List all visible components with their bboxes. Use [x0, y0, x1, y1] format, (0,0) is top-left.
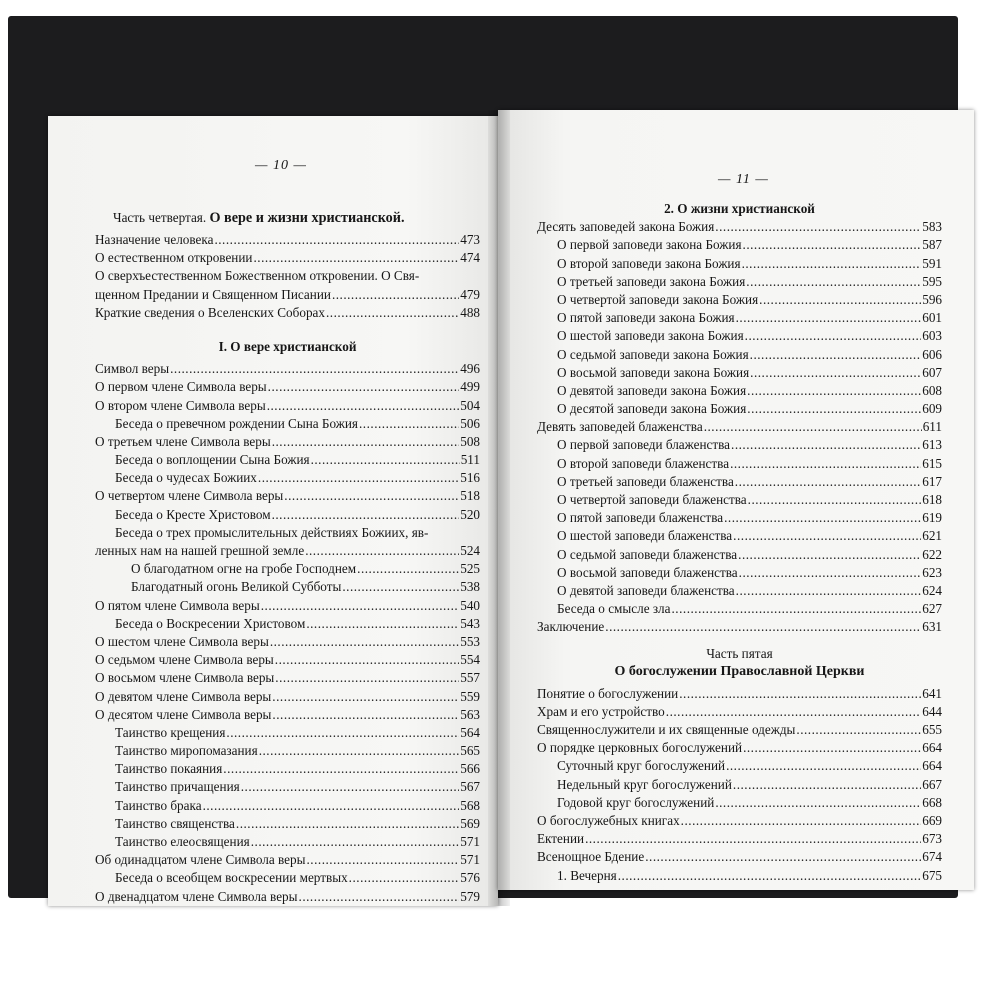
- toc-entry: [537, 400, 942, 418]
- part-heading: Часть четвертая. О вере и жизни христианской.: [113, 210, 405, 226]
- toc-entry-title: О девятой заповеди закона Божия: [557, 382, 747, 398]
- toc-entry-page: 595: [922, 273, 942, 289]
- toc-entry-title: О пятой заповеди блаженства: [557, 510, 724, 526]
- toc-entry-page: 619: [922, 510, 942, 526]
- toc-entry-page: 673: [922, 831, 942, 847]
- toc-entry: [95, 415, 480, 433]
- toc-entry-title: О четвертой заповеди закона Божия: [557, 291, 759, 307]
- toc-entry-page: 675: [922, 867, 942, 883]
- toc-entry-title: О шестом члене Символа веры: [95, 633, 269, 649]
- toc-entry-page: 499: [460, 379, 480, 395]
- toc-leader-dots: [730, 455, 921, 473]
- toc-entry: [537, 546, 942, 564]
- toc-entry-page: 569: [460, 815, 480, 831]
- toc-leader-dots: [299, 888, 460, 906]
- toc-entry-page: 669: [922, 813, 942, 828]
- toc-leader-dots: [796, 721, 921, 739]
- toc-entry-page: 557: [460, 670, 480, 686]
- toc-entry-title: О третьей заповеди закона Божия: [557, 273, 746, 289]
- toc-entry-page: 644: [922, 703, 942, 719]
- toc-entry-page: 538: [460, 579, 480, 595]
- toc-entry: [95, 378, 480, 396]
- toc-leader-dots: [704, 418, 922, 436]
- toc-entry-title: Беседа о чудесах Божиих: [115, 470, 257, 486]
- toc-entry: [95, 724, 480, 742]
- toc-entry-page: 668: [922, 794, 942, 810]
- toc-entry: [537, 436, 942, 454]
- toc-entry-page: 622: [922, 546, 942, 562]
- toc-entry-title: Назначение человека: [95, 232, 214, 247]
- toc-entry-line: Беседа о трех промыслительных действиях Божиих, яв-: [115, 524, 429, 540]
- toc-entry-title: О девятом члене Символа веры: [95, 688, 272, 704]
- toc-entry: [95, 433, 480, 451]
- toc-entry-page: 596: [922, 291, 942, 307]
- toc-entry-title: Десять заповедей закона Божия: [537, 219, 715, 235]
- toc-entry: [537, 236, 942, 254]
- toc-entry-line: О сверхъестественном Божественном откровении. О Свя-: [95, 268, 420, 284]
- toc-entry: [537, 364, 942, 382]
- toc-entry-page: 579: [460, 888, 480, 904]
- toc-leader-dots: [259, 742, 460, 760]
- toc-entry: [95, 815, 480, 833]
- toc-leader-dots: [214, 231, 459, 249]
- toc-leader-dots: [272, 706, 459, 724]
- toc-leader-dots: [236, 815, 459, 833]
- toc-entry-page: 508: [460, 433, 480, 449]
- toc-entry-page: 664: [922, 740, 942, 756]
- toc-entry: [95, 397, 480, 415]
- toc-leader-dots: [359, 415, 459, 433]
- book-spine-shadow: [488, 110, 510, 906]
- toc-entry: [95, 851, 480, 869]
- toc-entry-page: 641: [922, 685, 942, 701]
- toc-entry-page: 568: [460, 797, 480, 813]
- toc-entry: [537, 703, 942, 721]
- intro-entries: [95, 231, 480, 322]
- toc-entry: [95, 669, 480, 687]
- toc-entry-title: Об одинадцатом члене Символа веры: [95, 852, 306, 868]
- toc-leader-dots: [738, 546, 921, 564]
- toc-entry: [537, 509, 942, 527]
- toc-entry-page: 615: [922, 455, 942, 471]
- toc-entry-page: 518: [460, 488, 480, 504]
- toc-entries: [95, 360, 480, 906]
- toc-leader-dots: [357, 560, 459, 578]
- toc-entry: [537, 346, 942, 364]
- toc-entry-page: 565: [460, 743, 480, 759]
- toc-entry-page: 607: [922, 364, 942, 380]
- toc-entry-page: 567: [460, 779, 480, 795]
- toc-leader-dots: [747, 382, 921, 400]
- toc-leader-dots: [715, 218, 921, 236]
- toc-entry: [537, 527, 942, 545]
- toc-leader-dots: [253, 249, 459, 267]
- toc-entry: [537, 582, 942, 600]
- toc-entry: [537, 757, 942, 775]
- toc-entry-page: 543: [460, 615, 480, 631]
- toc-leader-dots: [342, 578, 459, 596]
- toc-entry-title: Таинство причащения: [115, 779, 240, 795]
- toc-leader-dots: [307, 851, 460, 869]
- toc-entry: [95, 615, 480, 633]
- toc-entry-page: 473: [460, 232, 480, 247]
- toc-entry-page: 474: [460, 250, 480, 266]
- toc-entry-title: Беседа о воплощении Сына Божия: [115, 452, 310, 468]
- toc-entry: [537, 867, 942, 885]
- toc-entry: [95, 833, 480, 851]
- toc-entry: [537, 812, 942, 830]
- toc-entry-page: 624: [922, 582, 942, 598]
- toc-leader-dots: [743, 739, 921, 757]
- toc-entry-page: 606: [922, 346, 942, 362]
- toc-leader-dots: [275, 651, 459, 669]
- toc-entry-title: О шестой заповеди блаженства: [557, 528, 733, 544]
- toc-leader-dots: [261, 597, 459, 615]
- toc-leader-dots: [267, 397, 460, 415]
- toc-entry-page: 608: [922, 382, 942, 398]
- toc-entry: [95, 797, 480, 815]
- toc-entry-page: 496: [460, 361, 480, 377]
- toc-entry-page: 655: [922, 722, 942, 738]
- toc-leader-dots: [605, 618, 921, 636]
- toc-entry-title: О пятой заповеди закона Божия: [557, 310, 735, 326]
- toc-entry-title: Суточный круг богослужений: [557, 758, 726, 774]
- toc-entry-page: 488: [460, 304, 480, 320]
- part-label: Часть пятая: [706, 645, 773, 661]
- toc-leader-dots: [326, 304, 459, 322]
- left-page-number: — 10 —: [255, 158, 307, 173]
- toc-entry: [537, 291, 942, 309]
- toc-entry-title: О восьмой заповеди блаженства: [557, 564, 738, 580]
- toc-entry: [95, 651, 480, 669]
- toc-entry-title: О первом члене Символа веры: [95, 379, 267, 395]
- toc-entry: [95, 688, 480, 706]
- toc-leader-dots: [223, 760, 459, 778]
- toc-entry-page: 566: [460, 761, 480, 777]
- toc-leader-dots: [743, 236, 922, 254]
- toc-entry: [95, 451, 480, 469]
- toc-leader-dots: [258, 469, 459, 487]
- toc-entry-title: Таинство крещения: [115, 724, 226, 740]
- toc-entry-title: щенном Предании и Священном Писании: [95, 286, 331, 302]
- toc-entry-title: О благодатном огне на гробе Господнем: [131, 561, 357, 577]
- toc-entry-page: 583: [922, 219, 942, 235]
- toc-entry: [95, 888, 480, 906]
- toc-entry-title: Недельный круг богослужений: [557, 776, 732, 792]
- section-title: I. О вере христианской: [218, 338, 357, 354]
- toc-leader-dots: [203, 797, 460, 815]
- toc-entry: [537, 382, 942, 400]
- toc-entry-title: О первой заповеди блаженства: [557, 437, 731, 453]
- toc-entry-title: Беседа о всеобщем воскресении мертвых: [115, 870, 348, 886]
- toc-entry-title: О восьмой заповеди закона Божия: [557, 364, 750, 380]
- toc-leader-dots: [666, 703, 921, 721]
- toc-entry-page: 631: [922, 619, 942, 635]
- toc-entry-page: 664: [922, 758, 942, 774]
- toc-entry-title: О четвертой заповеди блаженства: [557, 492, 747, 507]
- toc-entry: [537, 455, 942, 473]
- toc-entry: [537, 618, 942, 636]
- toc-entry-title: О десятом члене Символа веры: [95, 706, 272, 722]
- toc-entry: [537, 418, 942, 436]
- toc-entry-title: О второй заповеди закона Божия: [557, 255, 741, 271]
- toc-entry-title: Таинство священства: [115, 815, 235, 831]
- toc-entry-page: 553: [460, 633, 480, 649]
- toc-leader-dots: [759, 291, 921, 309]
- toc-entries: [537, 218, 942, 636]
- toc-leader-dots: [736, 309, 922, 327]
- toc-entry: [537, 255, 942, 273]
- toc-entry-page: 504: [460, 397, 480, 413]
- toc-entry-page: 613: [922, 437, 942, 453]
- toc-entry: [537, 309, 942, 327]
- toc-entry-page: 525: [460, 561, 480, 577]
- toc-leader-dots: [272, 433, 460, 451]
- toc-entry-page: 520: [460, 506, 480, 522]
- toc-entry-title: О четвертом члене Символа веры: [95, 488, 284, 504]
- toc-leader-dots: [349, 869, 460, 887]
- toc-entry-page: 674: [922, 849, 942, 865]
- toc-leader-dots: [726, 757, 921, 775]
- toc-leader-dots: [715, 794, 921, 812]
- toc-entry-page: 601: [922, 310, 942, 326]
- toc-entry-title: О третьей заповеди блаженства: [557, 473, 734, 489]
- toc-entry-title: О двенадцатом члене Символа веры: [95, 888, 298, 904]
- toc-entry: [95, 742, 480, 760]
- toc-entry-page: 540: [460, 597, 480, 613]
- toc-entry-page: 516: [460, 470, 480, 486]
- toc-entry: [95, 231, 480, 249]
- toc-entry: [537, 776, 942, 794]
- toc-entry-title: Заключение: [537, 619, 605, 635]
- toc-entry: [537, 794, 942, 812]
- toc-entry-page: 506: [460, 415, 480, 431]
- toc-leader-dots: [739, 564, 922, 582]
- toc-entry-page: 618: [922, 492, 942, 507]
- toc-leader-dots: [268, 378, 460, 396]
- toc-leader-dots: [750, 346, 922, 364]
- toc-entry-title: О девятой заповеди блаженства: [557, 582, 735, 598]
- toc-entry-page: 611: [922, 419, 942, 435]
- toc-entry: [537, 327, 942, 345]
- toc-entry-title: О порядке церковных богослужений: [537, 740, 743, 756]
- toc-leader-dots: [747, 400, 921, 418]
- toc-entry: [95, 360, 480, 378]
- toc-entry: [95, 760, 480, 778]
- toc-entry: [537, 685, 942, 703]
- toc-entry-title: О второй заповеди блаженства: [557, 455, 730, 471]
- toc-entry: [95, 487, 480, 505]
- toc-entry-page: 554: [460, 652, 480, 668]
- right-toc: [537, 200, 942, 885]
- toc-entry-title: Таинство брака: [115, 797, 202, 813]
- toc-entry: [95, 304, 480, 322]
- toc-leader-dots: [311, 451, 460, 469]
- toc-entry-page: 571: [460, 852, 480, 868]
- toc-entry-title: Ектении: [537, 831, 585, 847]
- left-toc: [95, 209, 480, 906]
- toc-leader-dots: [272, 688, 459, 706]
- toc-entry-page: 559: [460, 688, 480, 704]
- toc-entry: [537, 721, 942, 739]
- toc-entry: [95, 633, 480, 651]
- toc-entry-title: ленных нам на нашей грешной земле: [95, 543, 305, 558]
- toc-entry-title: Беседа о Кресте Христовом: [115, 506, 271, 522]
- toc-leader-dots: [672, 600, 922, 618]
- toc-leader-dots: [306, 615, 459, 633]
- toc-entry-page: 479: [460, 286, 480, 302]
- toc-entry-title: Беседа о превечном рождении Сына Божия: [115, 415, 358, 431]
- toc-leader-dots: [270, 633, 459, 651]
- toc-entry-title: Символ веры: [95, 361, 170, 377]
- right-page-number: — 11 —: [718, 172, 769, 187]
- toc-entry: [95, 469, 480, 487]
- toc-entry-page: 591: [922, 255, 942, 271]
- toc-leader-dots: [284, 487, 459, 505]
- toc-leader-dots: [750, 364, 921, 382]
- toc-entry-title: Таинство покаяния: [115, 761, 223, 777]
- toc-leader-dots: [226, 724, 459, 742]
- toc-entry-title: Всенощное Бдение: [537, 849, 645, 865]
- toc-entry: [537, 830, 942, 848]
- toc-entry-page: 587: [922, 237, 942, 253]
- toc-leader-dots: [681, 812, 922, 830]
- toc-entry-page: 627: [922, 601, 942, 617]
- toc-leader-dots: [735, 473, 921, 491]
- toc-entry: [537, 473, 942, 491]
- toc-leader-dots: [272, 506, 460, 524]
- toc-entry-title: Годовой круг богослужений: [557, 794, 715, 810]
- toc-entry-page: 623: [922, 564, 942, 580]
- toc-leader-dots: [733, 776, 921, 794]
- toc-entry-page: 603: [922, 328, 942, 344]
- toc-leader-dots: [748, 491, 922, 509]
- toc-entry-title: О шестой заповеди закона Божия: [557, 328, 744, 344]
- toc-entry-title: О пятом члене Символа веры: [95, 597, 260, 613]
- toc-entry: [95, 597, 480, 615]
- toc-entry-page: 524: [460, 543, 480, 558]
- toc-entry-page: 617: [922, 473, 942, 489]
- toc-entry-page: 563: [460, 706, 480, 722]
- toc-entry-title: Беседа о Воскресении Христовом: [115, 615, 306, 631]
- toc-entry-title: Благодатный огонь Великой Субботы: [131, 579, 342, 595]
- toc-entry-page: 576: [460, 870, 480, 886]
- toc-entry: [537, 273, 942, 291]
- toc-entry: [95, 560, 480, 578]
- toc-entry-title: О седьмом члене Символа веры: [95, 652, 274, 668]
- toc-entry-title: Девять заповедей блаженства: [537, 419, 703, 435]
- toc-entries: [537, 685, 942, 885]
- toc-entry-page: 564: [460, 724, 480, 740]
- toc-leader-dots: [746, 273, 921, 291]
- toc-entry: [537, 739, 942, 757]
- toc-leader-dots: [585, 830, 921, 848]
- toc-entry: [537, 848, 942, 866]
- toc-leader-dots: [305, 542, 459, 560]
- toc-entry: [537, 218, 942, 236]
- toc-entry-title: О первой заповеди закона Божия: [557, 237, 742, 253]
- toc-entry: [537, 491, 942, 509]
- toc-entry-title: Беседа о смысле зла: [557, 601, 671, 617]
- toc-entry-page: 511: [460, 452, 480, 468]
- toc-leader-dots: [742, 255, 922, 273]
- toc-entry: [95, 869, 480, 887]
- toc-leader-dots: [618, 867, 922, 885]
- toc-leader-dots: [731, 436, 921, 454]
- toc-entry-title: О естественном откровении: [95, 250, 253, 266]
- toc-entry-title: 1. Вечерня: [557, 867, 617, 883]
- toc-leader-dots: [679, 685, 921, 703]
- section-title: 2. О жизни христианской: [664, 201, 815, 216]
- toc-leader-dots: [645, 848, 921, 866]
- toc-leader-dots: [736, 582, 922, 600]
- toc-entry-title: О седьмой заповеди закона Божия: [557, 346, 749, 362]
- toc-entry-page: 667: [922, 776, 942, 792]
- toc-leader-dots: [332, 286, 459, 304]
- toc-entry-title: Понятие о богослужении: [537, 685, 679, 701]
- toc-entry-page: 609: [922, 401, 942, 417]
- toc-leader-dots: [241, 778, 459, 796]
- toc-entry-title: Таинство миропомазания: [115, 743, 258, 759]
- toc-entry-page: 571: [460, 834, 480, 849]
- toc-leader-dots: [170, 360, 459, 378]
- toc-entry-title: О седьмой заповеди блаженства: [557, 546, 738, 562]
- toc-leader-dots: [275, 669, 459, 687]
- toc-entry: [95, 542, 480, 560]
- toc-entry: [537, 564, 942, 582]
- toc-entry: [95, 506, 480, 524]
- toc-entry-title: О десятой заповеди закона Божия: [557, 401, 747, 417]
- toc-entry-title: О восьмом члене Символа веры: [95, 670, 275, 686]
- part-title: О богослужении Православной Церкви: [614, 663, 865, 679]
- toc-entry: [537, 600, 942, 618]
- toc-entry-page: 621: [922, 528, 942, 544]
- toc-entry-title: Краткие сведения о Вселенских Соборах: [95, 304, 325, 320]
- toc-entry: [95, 706, 480, 724]
- toc-entry: [95, 249, 480, 267]
- toc-leader-dots: [733, 527, 921, 545]
- toc-entry-title: О втором члене Символа веры: [95, 397, 266, 413]
- toc-leader-dots: [745, 327, 922, 345]
- toc-entry-title: О третьем члене Символа веры: [95, 433, 271, 449]
- toc-entry: [95, 778, 480, 796]
- toc-entry: [95, 578, 480, 596]
- toc-entry-title: Священнослужители и их священные одежды: [537, 722, 796, 738]
- toc-entry: [95, 286, 480, 304]
- toc-entry-title: О богослужебных книгах: [537, 813, 680, 828]
- toc-entry-title: Храм и его устройство: [537, 703, 665, 719]
- toc-leader-dots: [724, 509, 921, 527]
- toc-entry-title: Таинство елеосвящения: [115, 834, 250, 849]
- toc-leader-dots: [251, 833, 460, 851]
